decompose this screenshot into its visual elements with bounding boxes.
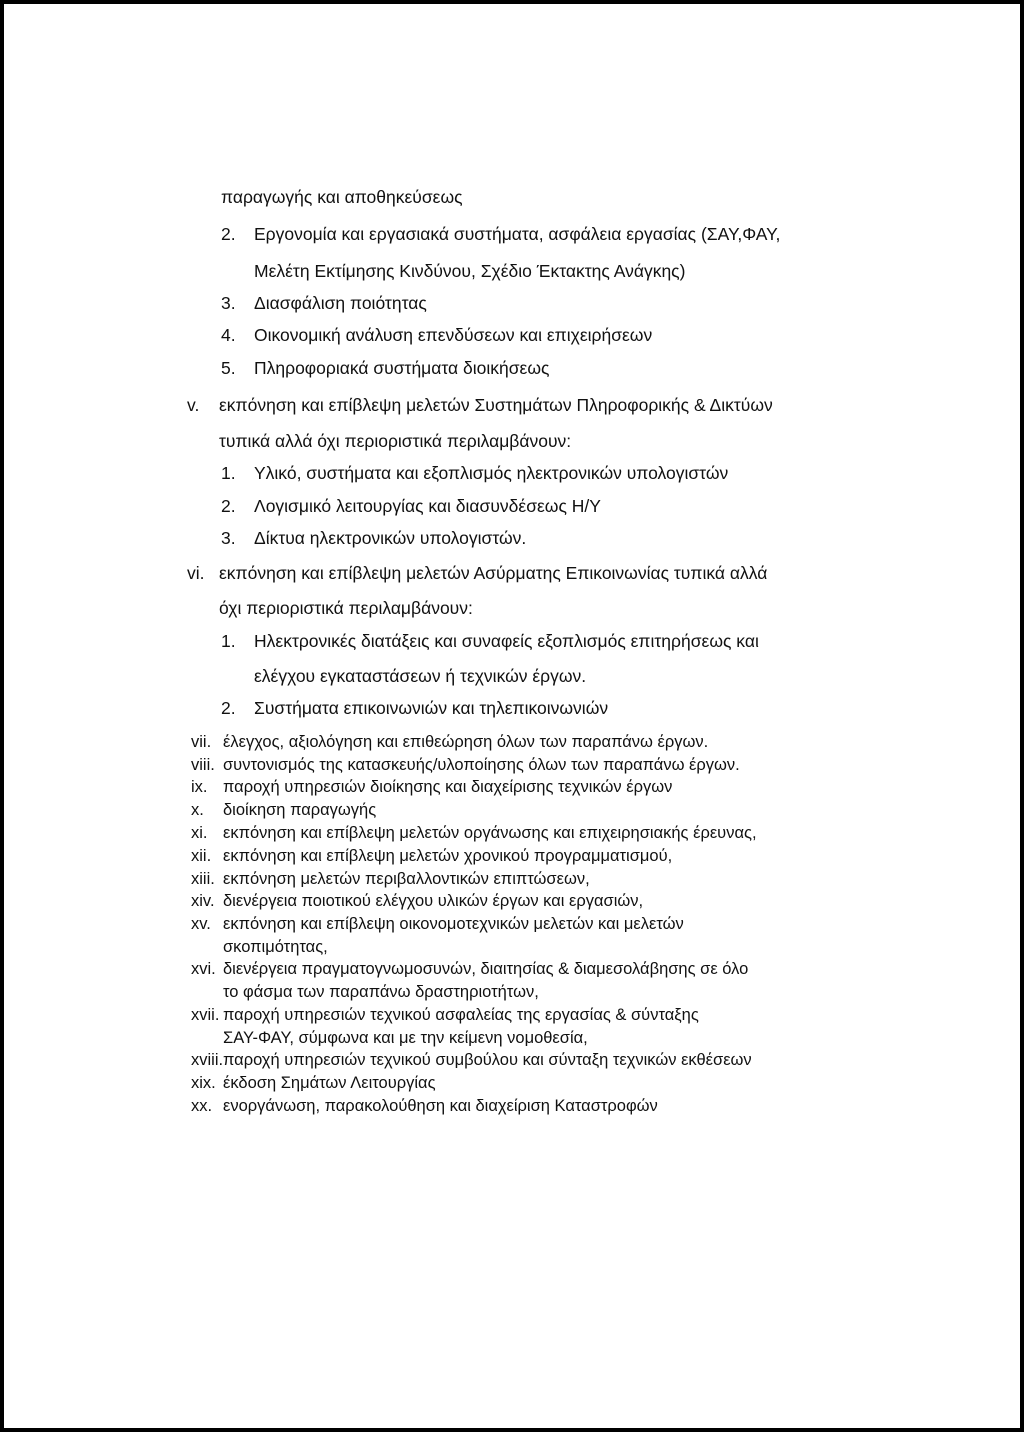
list-marker: 3. bbox=[221, 293, 236, 313]
item-v-text: τυπικά αλλά όχι περιοριστικά περιλαμβάνουν: bbox=[219, 431, 572, 451]
list-item-text: Δίκτυα ηλεκτρονικών υπολογιστών. bbox=[254, 528, 527, 548]
roman-marker: xvii. bbox=[191, 1006, 220, 1024]
roman-marker: xiv. bbox=[191, 892, 215, 910]
roman-marker: xv. bbox=[191, 915, 211, 933]
roman-marker: xix. bbox=[191, 1074, 216, 1092]
list-item-text: σκοπιμότητας, bbox=[223, 938, 328, 956]
list-item-text: έλεγχος, αξιολόγηση και επιθεώρηση όλων των παραπάνω έργων. bbox=[223, 733, 709, 751]
list-marker: 1. bbox=[221, 631, 236, 651]
roman-marker: xii. bbox=[191, 847, 212, 865]
list-item-text: το φάσμα των παραπάνω δραστηριοτήτων, bbox=[223, 983, 539, 1001]
list-item-text: Υλικό, συστήματα και εξοπλισμός ηλεκτρονικών υπολογιστών bbox=[254, 463, 729, 483]
list-marker: 3. bbox=[221, 528, 236, 548]
list-item-text: ΣΑΥ-ΦΑΥ, σύμφωνα και με την κείμενη νομοθεσία, bbox=[223, 1029, 588, 1047]
list-item-text: διενέργεια ποιοτικού ελέγχου υλικών έργων και εργασιών, bbox=[223, 892, 644, 910]
list-item-text: εκπόνηση και επίβλεψη μελετών χρονικού προγραμματισμού, bbox=[223, 847, 673, 865]
roman-marker: vii. bbox=[191, 733, 212, 751]
list-item-text: παροχή υπηρεσιών τεχνικού συμβούλου και σύνταξη τεχνικών εκθέσεων bbox=[223, 1051, 752, 1069]
list-item-text: εκπόνηση μελετών περιβαλλοντικών επιπτώσεων, bbox=[223, 870, 590, 888]
list-item-text: διοίκηση παραγωγής bbox=[223, 801, 377, 819]
list-item-text: Λογισμικό λειτουργίας και διασυνδέσεως Η/Υ bbox=[254, 496, 601, 516]
list-item-text: Πληροφοριακά συστήματα διοικήσεως bbox=[254, 358, 550, 378]
item-vi-text: όχι περιοριστικά περιλαμβάνουν: bbox=[219, 598, 473, 618]
list-item-text: ελέγχου εγκαταστάσεων ή τεχνικών έργων. bbox=[254, 666, 587, 686]
list-item-text: συντονισμός της κατασκευής/υλοποίησης όλων των παραπάνω έργων. bbox=[223, 756, 740, 774]
roman-marker: viii. bbox=[191, 756, 215, 774]
list-marker: 2. bbox=[221, 224, 236, 244]
roman-marker: ix. bbox=[191, 778, 208, 796]
roman-marker: x. bbox=[191, 801, 204, 819]
roman-marker: vi. bbox=[187, 563, 205, 583]
list-marker: 2. bbox=[221, 698, 236, 718]
list-marker: 2. bbox=[221, 496, 236, 516]
list-marker: 4. bbox=[221, 325, 236, 345]
roman-marker: xviii. bbox=[191, 1051, 224, 1069]
item-v-line: εκπόνηση και επίβλεψη μελετών Συστημάτων Πληροφορικής & Δικτύων bbox=[219, 395, 773, 415]
list-item-text: έκδοση Σημάτων Λειτουργίας bbox=[223, 1074, 436, 1092]
item-v-text bbox=[219, 397, 868, 415]
roman-marker: v. bbox=[187, 395, 200, 415]
list-item-text: εκπόνηση και επίβλεψη μελετών οργάνωσης και επιχειρησιακής έρευνας, bbox=[223, 824, 757, 842]
list-item-text: Συστήματα επικοινωνιών και τηλεπικοινωνιών bbox=[254, 698, 609, 718]
list-item-text: παροχή υπηρεσιών διοίκησης και διαχείρισης τεχνικών έργων bbox=[223, 778, 673, 796]
list-item-text: Ηλεκτρονικές διατάξεις και συναφείς εξοπλισμός επιτηρήσεως και bbox=[254, 631, 759, 651]
list-item-text: ενοργάνωση, παρακολούθηση και διαχείριση Καταστροφών bbox=[223, 1097, 658, 1115]
list-item-text: Διασφάλιση ποιότητας bbox=[254, 293, 427, 313]
roman-marker: xvi. bbox=[191, 960, 216, 978]
list-item-text: Οικονομική ανάλυση επενδύσεων και επιχειρήσεων bbox=[254, 325, 653, 345]
list-item-text: παροχή υπηρεσιών τεχνικού ασφαλείας της εργασίας & σύνταξης bbox=[223, 1006, 699, 1024]
intro-line: παραγωγής και αποθηκεύσεως bbox=[221, 187, 463, 207]
list-marker: 1. bbox=[221, 463, 236, 483]
list-marker: 5. bbox=[221, 358, 236, 378]
document-page bbox=[4, 4, 1020, 1428]
list-item-text: εκπόνηση και επίβλεψη οικονομοτεχνικών μελετών και μελετών bbox=[223, 915, 684, 933]
roman-marker: xx. bbox=[191, 1097, 213, 1115]
item-vi-text: εκπόνηση και επίβλεψη μελετών Ασύρματης Επικοινωνίας τυπικά αλλά bbox=[219, 563, 768, 583]
list-item-text: Μελέτη Εκτίμησης Κινδύνου, Σχέδιο Έκτακτης Ανάγκης) bbox=[254, 261, 686, 281]
list-item-text: διενέργεια πραγματογνωμοσυνών, διαιτησίας & διαμεσολάβησης σε όλο bbox=[223, 960, 749, 978]
list-item-text: Εργονομία και εργασιακά συστήματα, ασφάλεια εργασίας (ΣΑΥ,ΦΑΥ, bbox=[254, 224, 781, 244]
roman-marker: xi. bbox=[191, 824, 208, 842]
roman-marker: xiii. bbox=[191, 870, 215, 888]
